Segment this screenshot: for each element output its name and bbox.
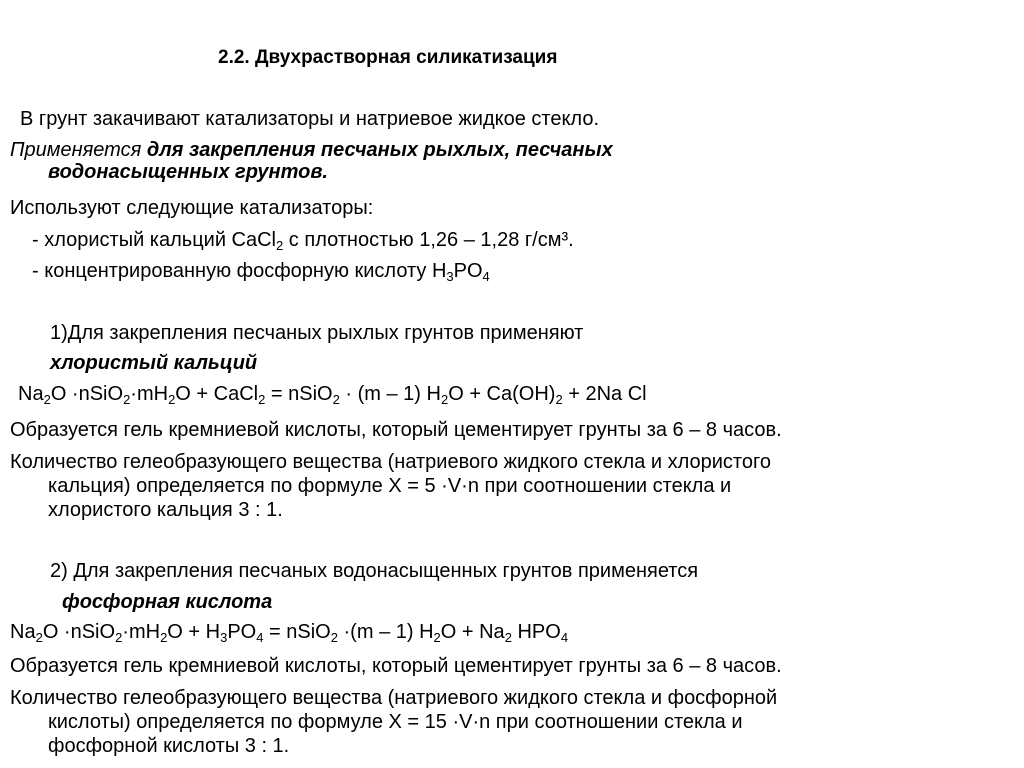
section1-heading: 1)Для закрепления песчаных рыхлых грунтов применяют [50,322,584,344]
section2-qty-line-3: фосфорной кислоты 3 : 1. [48,735,290,757]
section1-gel-text: Образуется гель кремниевой кислоты, который цементирует грунты за 6 – 8 часов. [10,419,782,441]
section1-agent: хлористый кальций [50,352,258,374]
section2-gel-text: Образуется гель кремниевой кислоты, который цементирует грунты за 6 – 8 часов. [10,655,782,677]
section2-qty-line-1: Количество гелеобразующего вещества (натриевого жидкого стекла и фосфорной [10,687,778,709]
section2-equation: $Na_2O$ $\cdot nSiO_2\cdot mH_2O + H_3PO_4$ = nSiO$_2$ ·(m – 1) $H_2O + Na_2$ $HPO_4$ [10,621,569,645]
section1-qty-line-2: кальция) определяется по формуле X = 5 ·V·n при соотношении стекла и [48,475,732,497]
section2-qty-line-2: кислоты) определяется по формуле X = 15 ·V·n при соотношении стекла и [48,711,743,733]
section2-agent: фосфорная кислота [62,591,273,613]
section1-qty-line-1: Количество гелеобразующего вещества (натриевого жидкого стекла и хлористого [10,451,771,473]
applied-line-1 [10,138,613,162]
catalysts-heading: Используют следующие катализаторы: [10,197,374,219]
applied-line-2: водонасыщенных грунтов. [48,161,328,183]
applied-prefix: Применяется [10,139,142,161]
intro-line: В грунт закачивают катализаторы и натриевое жидкое стекло. [20,108,599,130]
catalyst-item-2: - концентрированную фосфорную кислоту $H_3PO_4$ [32,260,490,284]
applied-bold-1: для закрепления песчаных рыхлых, песчаных [146,139,613,161]
section1-qty-line-3: хлористого кальция 3 : 1. [48,499,283,521]
page-title: 2.2. Двухрастворная силикатизация [218,47,558,68]
section1-equation: $Na_2O$ $\cdot nSiO_2\cdot mH_2O$ + CaCl$_2$ = nSiO$_2$ · (m – 1) $H_2O + Ca(OH)_2 + 2Na$ Cl [18,383,647,407]
catalyst-item-1: - хлористый кальций CaCl$_2$ с плотностью 1,26 – 1,28 г/см³. [32,229,574,253]
section2-heading: 2) Для закрепления песчаных водонасыщенных грунтов применяется [50,560,699,582]
